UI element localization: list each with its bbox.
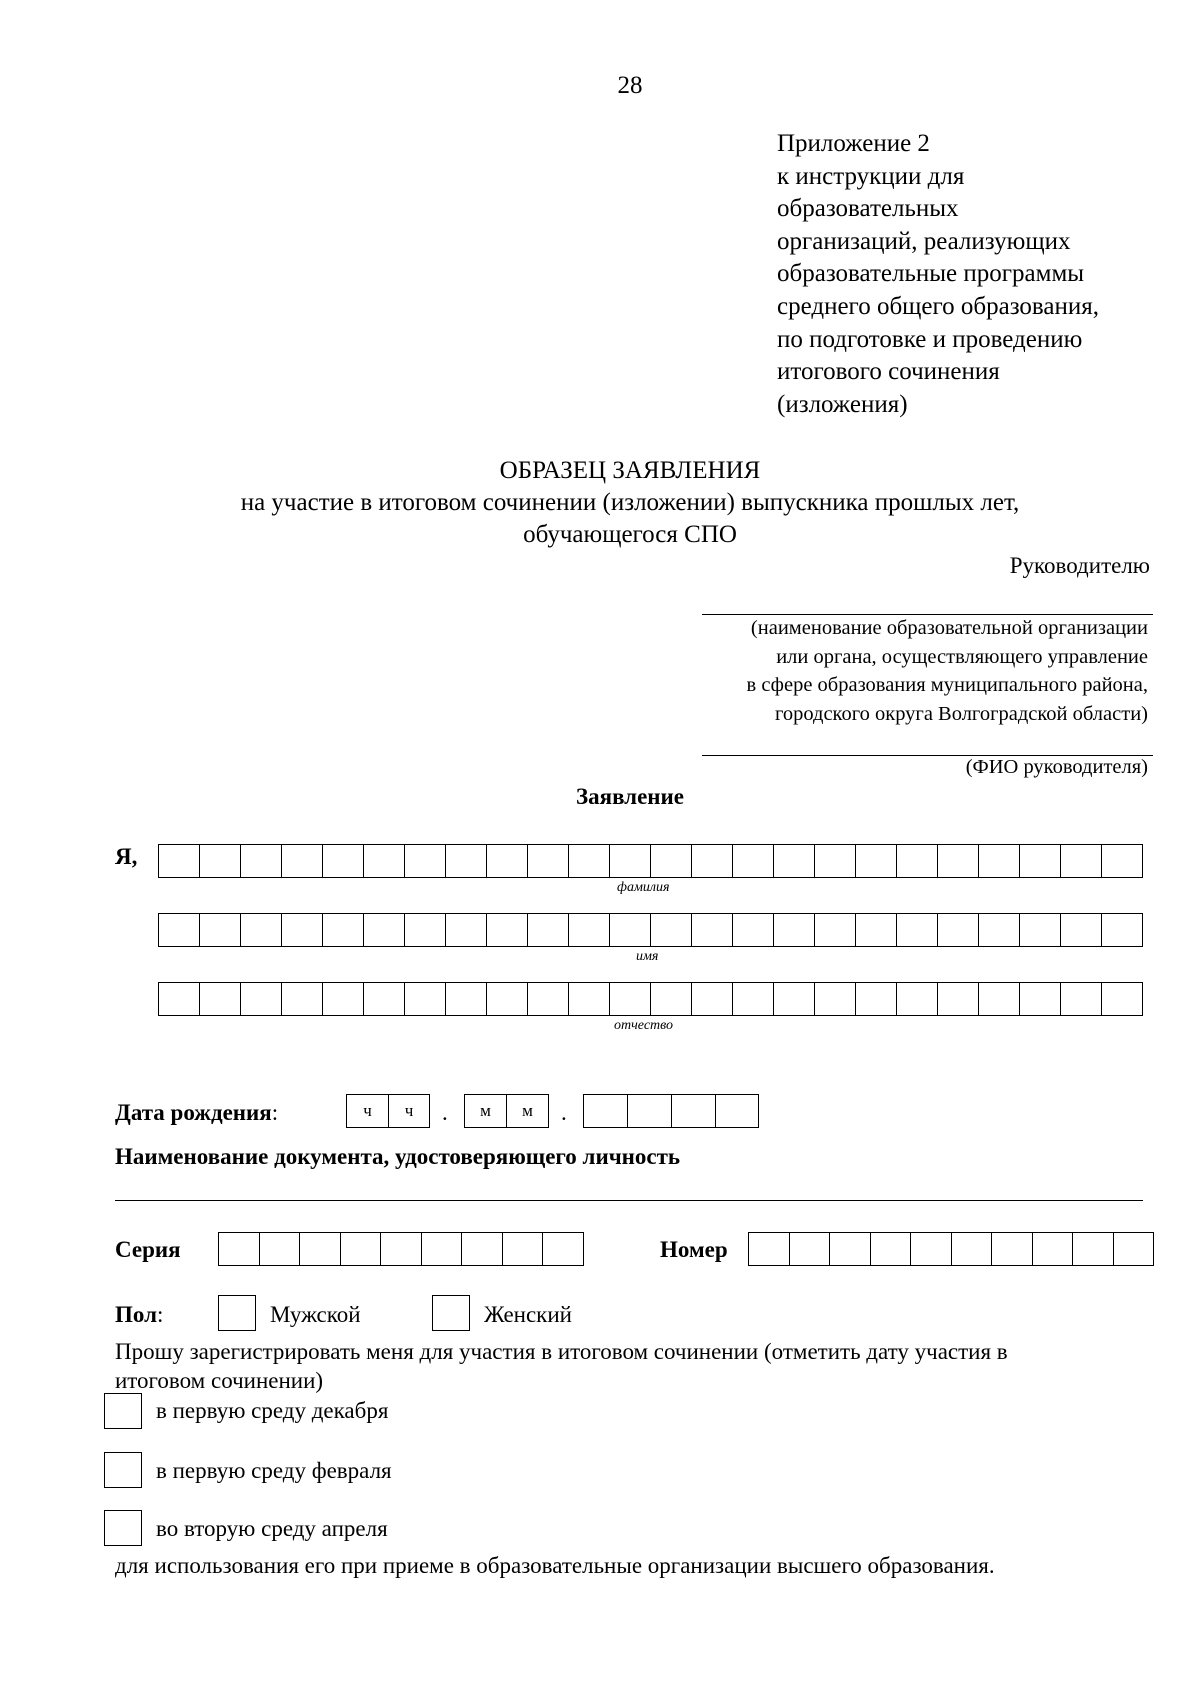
- letter-cell[interactable]: [528, 913, 569, 947]
- letter-cell[interactable]: [159, 982, 200, 1016]
- letter-cell[interactable]: [446, 844, 487, 878]
- letter-cell[interactable]: [405, 913, 446, 947]
- letter-cell[interactable]: [219, 1232, 260, 1266]
- sex-male-checkbox[interactable]: [218, 1295, 256, 1331]
- letter-cell[interactable]: [300, 1232, 341, 1266]
- org-caption-line: городского округа Волгоградской области): [774, 702, 1148, 725]
- birth-day-cells[interactable]: [346, 1094, 430, 1128]
- letter-cell[interactable]: [200, 982, 241, 1016]
- letter-cell[interactable]: [405, 844, 446, 878]
- letter-cell[interactable]: [815, 982, 856, 1016]
- request-text-line2: итоговом сочинении): [115, 1368, 324, 1393]
- title-line: обучающегося СПО: [523, 521, 737, 548]
- letter-cell[interactable]: [487, 982, 528, 1016]
- letter-cell[interactable]: [1061, 913, 1102, 947]
- appendix-line: образовательные программы: [777, 260, 1085, 288]
- letter-cell[interactable]: [952, 1232, 993, 1266]
- letter-cell[interactable]: [487, 844, 528, 878]
- letter-cell[interactable]: [911, 1232, 952, 1266]
- birth-year-cells[interactable]: [583, 1094, 759, 1128]
- number-label: Номер: [660, 1237, 728, 1262]
- february-checkbox[interactable]: [104, 1452, 142, 1488]
- letter-cell[interactable]: [241, 844, 282, 878]
- letter-cell[interactable]: [159, 844, 200, 878]
- statement-heading: Заявление: [575, 784, 685, 809]
- letter-cell[interactable]: [200, 913, 241, 947]
- letter-cell[interactable]: [282, 913, 323, 947]
- letter-cell[interactable]: [159, 913, 200, 947]
- letter-cell[interactable]: [1020, 844, 1061, 878]
- letter-cell[interactable]: [1061, 844, 1102, 878]
- title-line: ОБРАЗЕЦ ЗАЯВЛЕНИЯ: [499, 457, 761, 484]
- letter-cell[interactable]: [815, 913, 856, 947]
- firstname-caption: имя: [636, 949, 659, 964]
- letter-cell[interactable]: [651, 982, 692, 1016]
- letter-cell[interactable]: [856, 982, 897, 1016]
- letter-cell[interactable]: [422, 1232, 463, 1266]
- letter-cell[interactable]: [871, 1232, 912, 1266]
- letter-cell[interactable]: [569, 844, 610, 878]
- letter-cell[interactable]: [1061, 982, 1102, 1016]
- birth-month-cell[interactable]: м: [507, 1094, 549, 1128]
- letter-cell[interactable]: [733, 844, 774, 878]
- letter-cell[interactable]: [651, 844, 692, 878]
- letter-cell[interactable]: [651, 913, 692, 947]
- letter-cell[interactable]: [856, 913, 897, 947]
- appendix-line: (изложения): [777, 390, 908, 418]
- page-number: 28: [617, 72, 643, 99]
- org-caption: [747, 614, 1148, 728]
- december-option-label: в первую среду декабря: [156, 1398, 389, 1423]
- letter-cell[interactable]: [323, 913, 364, 947]
- letter-cell[interactable]: [790, 1232, 831, 1266]
- letter-cell[interactable]: [897, 982, 938, 1016]
- org-caption-line: (наименование образовательной организации: [750, 617, 1148, 639]
- letter-cell[interactable]: [1020, 913, 1061, 947]
- letter-cell[interactable]: [938, 982, 979, 1016]
- letter-cell[interactable]: [241, 982, 282, 1016]
- birth-month-cells[interactable]: [464, 1094, 549, 1128]
- sex-male-label: Мужской: [270, 1302, 361, 1327]
- name-prefix: Я,: [115, 844, 138, 869]
- birth-year-cell[interactable]: [628, 1094, 672, 1128]
- request-text-line1: Прошу зарегистрировать меня для участия в итоговом сочинении (отметить дату участия в: [115, 1339, 1008, 1364]
- letter-cell[interactable]: [200, 844, 241, 878]
- letter-cell[interactable]: [774, 982, 815, 1016]
- letter-cell[interactable]: [487, 913, 528, 947]
- document-title: [0, 455, 1200, 551]
- birth-year-cell[interactable]: [672, 1094, 716, 1128]
- february-option-label: в первую среду февраля: [156, 1458, 392, 1483]
- letter-cell[interactable]: [692, 913, 733, 947]
- letter-cell[interactable]: [979, 982, 1020, 1016]
- letter-cell[interactable]: [364, 913, 405, 947]
- letter-cell[interactable]: [938, 844, 979, 878]
- purpose-text: для использования его при приеме в образовательные организации высшего образования.: [115, 1553, 995, 1578]
- letter-cell[interactable]: [774, 913, 815, 947]
- april-checkbox[interactable]: [104, 1510, 142, 1546]
- birth-month-cell[interactable]: м: [465, 1094, 507, 1128]
- date-separator: .: [442, 1100, 448, 1125]
- letter-cell[interactable]: [569, 982, 610, 1016]
- title-line: на участие в итоговом сочинении (изложении) выпускника прошлых лет,: [240, 489, 1020, 516]
- appendix-line: Приложение 2: [777, 130, 930, 157]
- letter-cell[interactable]: [1102, 844, 1143, 878]
- letter-cell[interactable]: [260, 1232, 301, 1266]
- letter-cell[interactable]: [381, 1232, 422, 1266]
- id-document-line[interactable]: [115, 1200, 1143, 1201]
- appendix-line: организаций, реализующих: [777, 227, 1071, 255]
- birth-day-cell[interactable]: ч: [347, 1094, 389, 1128]
- birth-year-cell[interactable]: [716, 1094, 759, 1128]
- org-caption-line: в сфере образования муниципального района,: [746, 674, 1148, 696]
- series-label: Серия: [115, 1237, 181, 1262]
- letter-cell[interactable]: [446, 913, 487, 947]
- letter-cell[interactable]: [364, 844, 405, 878]
- letter-cell[interactable]: [938, 913, 979, 947]
- letter-cell[interactable]: [282, 844, 323, 878]
- letter-cell[interactable]: [543, 1232, 584, 1266]
- letter-cell[interactable]: [749, 1232, 790, 1266]
- letter-cell[interactable]: [503, 1232, 544, 1266]
- letter-cell[interactable]: [1102, 982, 1143, 1016]
- letter-cell[interactable]: [830, 1232, 871, 1266]
- appendix-line: по подготовке и проведению: [777, 325, 1083, 353]
- letter-cell[interactable]: [364, 982, 405, 1016]
- firstname-cells[interactable]: [158, 913, 1143, 947]
- letter-cell[interactable]: [774, 844, 815, 878]
- appendix-line: к инструкции для: [777, 162, 965, 190]
- fio-caption: (ФИО руководителя): [965, 756, 1148, 778]
- sex-label: Пол:: [115, 1302, 164, 1327]
- surname-cells[interactable]: [158, 844, 1143, 878]
- letter-cell[interactable]: [610, 982, 651, 1016]
- birth-year-cell[interactable]: [584, 1094, 628, 1128]
- letter-cell[interactable]: [610, 913, 651, 947]
- number-cells[interactable]: [748, 1232, 1154, 1266]
- sex-female-checkbox[interactable]: [432, 1295, 470, 1331]
- sex-female-label: Женский: [484, 1302, 572, 1327]
- letter-cell[interactable]: [1102, 913, 1143, 947]
- letter-cell[interactable]: [323, 844, 364, 878]
- letter-cell[interactable]: [323, 982, 364, 1016]
- letter-cell[interactable]: [241, 913, 282, 947]
- date-separator: .: [561, 1100, 567, 1125]
- letter-cell[interactable]: [1114, 1232, 1155, 1266]
- appendix-line: образовательных: [777, 195, 959, 223]
- letter-cell[interactable]: [610, 844, 651, 878]
- letter-cell[interactable]: [897, 913, 938, 947]
- letter-cell[interactable]: [692, 844, 733, 878]
- id-document-label: Наименование документа, удостоверяющего личность: [115, 1144, 681, 1169]
- patronymic-cells[interactable]: [158, 982, 1143, 1016]
- letter-cell[interactable]: [979, 913, 1020, 947]
- patronymic-caption: отчество: [614, 1018, 674, 1033]
- letter-cell[interactable]: [856, 844, 897, 878]
- letter-cell[interactable]: [979, 844, 1020, 878]
- letter-cell[interactable]: [341, 1232, 382, 1266]
- letter-cell[interactable]: [733, 913, 774, 947]
- series-cells[interactable]: [218, 1232, 584, 1266]
- letter-cell[interactable]: [282, 982, 323, 1016]
- letter-cell[interactable]: [692, 982, 733, 1016]
- letter-cell[interactable]: [462, 1232, 503, 1266]
- letter-cell[interactable]: [405, 982, 446, 1016]
- surname-caption: фамилия: [617, 880, 670, 895]
- appendix-line: среднего общего образования,: [777, 292, 1100, 320]
- april-option-label: во вторую среду апреля: [156, 1516, 388, 1541]
- letter-cell[interactable]: [528, 982, 569, 1016]
- appendix-line: итогового сочинения: [777, 358, 1000, 386]
- letter-cell[interactable]: [1020, 982, 1061, 1016]
- org-caption-line: или органа, осуществляющего управление: [776, 645, 1148, 668]
- birth-date-label: Дата рождения:: [115, 1100, 279, 1125]
- appendix-note: [777, 128, 1099, 421]
- letter-cell[interactable]: [1033, 1232, 1074, 1266]
- letter-cell[interactable]: [992, 1232, 1033, 1266]
- letter-cell[interactable]: [569, 913, 610, 947]
- december-checkbox[interactable]: [104, 1393, 142, 1429]
- addressee: Руководителю: [1009, 553, 1150, 578]
- letter-cell[interactable]: [1073, 1232, 1114, 1266]
- letter-cell[interactable]: [897, 844, 938, 878]
- letter-cell[interactable]: [733, 982, 774, 1016]
- letter-cell[interactable]: [815, 844, 856, 878]
- birth-day-cell[interactable]: ч: [389, 1094, 430, 1128]
- letter-cell[interactable]: [446, 982, 487, 1016]
- letter-cell[interactable]: [528, 844, 569, 878]
